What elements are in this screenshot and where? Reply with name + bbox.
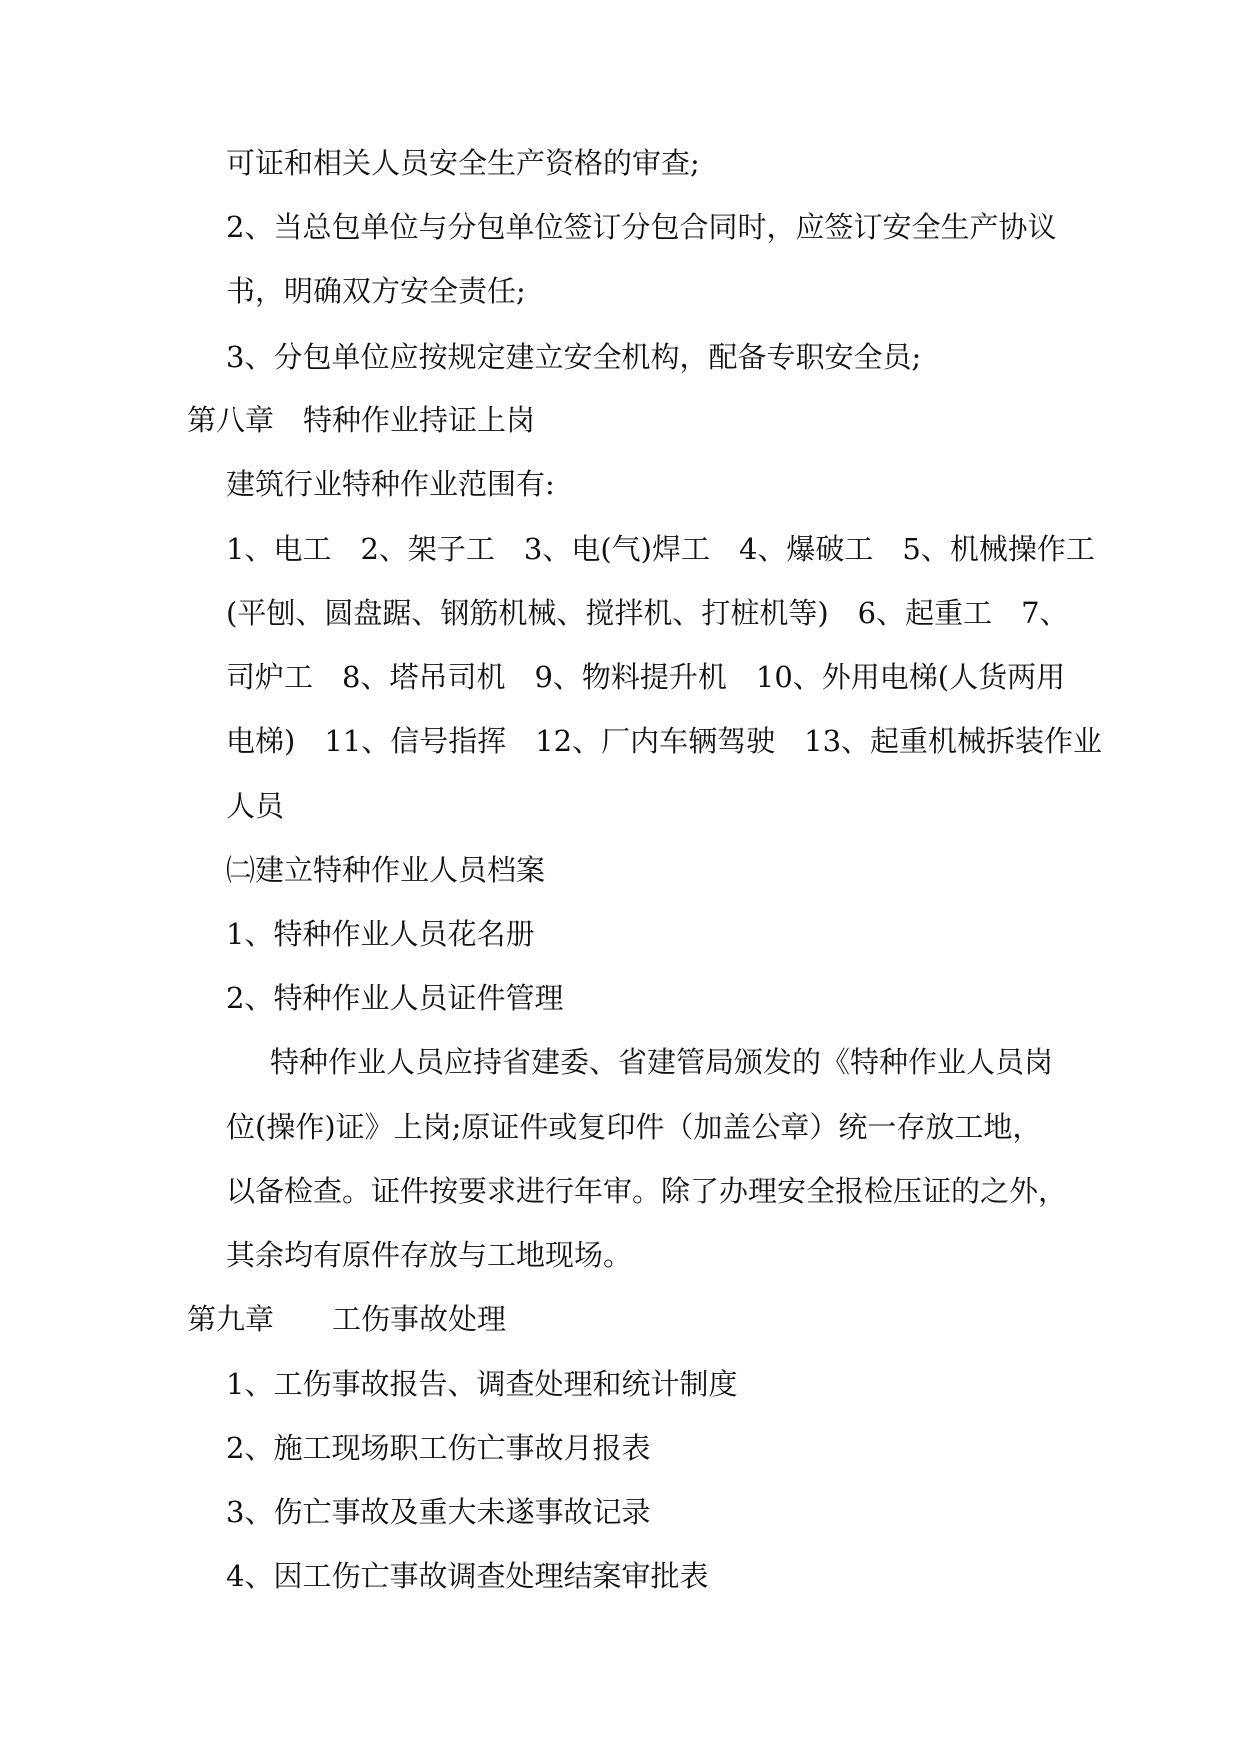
- text-line: 可证和相关人员安全生产资格的审查;: [226, 146, 700, 180]
- section-heading: ㈡建立特种作业人员档案: [226, 853, 546, 887]
- text-line: 书，明确双方安全责任;: [226, 274, 526, 308]
- list-item: 2、当总包单位与分包单位签订分包合同时，应签订安全生产协议: [226, 210, 1057, 244]
- chapter-heading: 第九章 工伤事故处理: [187, 1302, 507, 1336]
- chapter-heading: 第八章 特种作业持证上岗: [187, 403, 536, 437]
- text-line: 1、电工 2、架子工 3、电(气)焊工 4、爆破工 5、机械操作工: [226, 532, 1095, 566]
- list-item: 1、特种作业人员花名册: [226, 917, 535, 951]
- list-item: 3、分包单位应按规定建立安全机构，配备专职安全员;: [226, 340, 922, 374]
- list-item: 4、因工伤亡事故调查处理结案审批表: [226, 1559, 709, 1593]
- text-line: 司炉工 8、塔吊司机 9、物料提升机 10、外用电梯(人货两用: [226, 660, 1066, 694]
- text-line: 建筑行业特种作业范围有:: [226, 467, 555, 501]
- text-line: 人员: [226, 789, 285, 823]
- paragraph-line: 以备检查。证件按要求进行年审。除了办理安全报检压证的之外，: [226, 1174, 1068, 1208]
- list-item: 2、特种作业人员证件管理: [226, 981, 564, 1015]
- paragraph-line: 特种作业人员应持省建委、省建管局颁发的《特种作业人员岗: [270, 1045, 1054, 1079]
- list-item: 2、施工现场职工伤亡事故月报表: [226, 1431, 651, 1465]
- list-item: 1、工伤事故报告、调查处理和统计制度: [226, 1367, 738, 1401]
- paragraph-line: 位(操作)证》上岗;原证件或复印件（加盖公章）统一存放工地，: [226, 1110, 1042, 1144]
- paragraph-line: 其余均有原件存放与工地现场。: [226, 1238, 633, 1272]
- text-line: 电梯) 11、信号指挥 12、厂内车辆驾驶 13、起重机械拆装作业: [226, 724, 1103, 758]
- list-item: 3、伤亡事故及重大未遂事故记录: [226, 1495, 651, 1529]
- text-line: (平刨、圆盘踞、钢筋机械、搅拌机、打桩机等) 6、起重工 7、: [226, 596, 1069, 630]
